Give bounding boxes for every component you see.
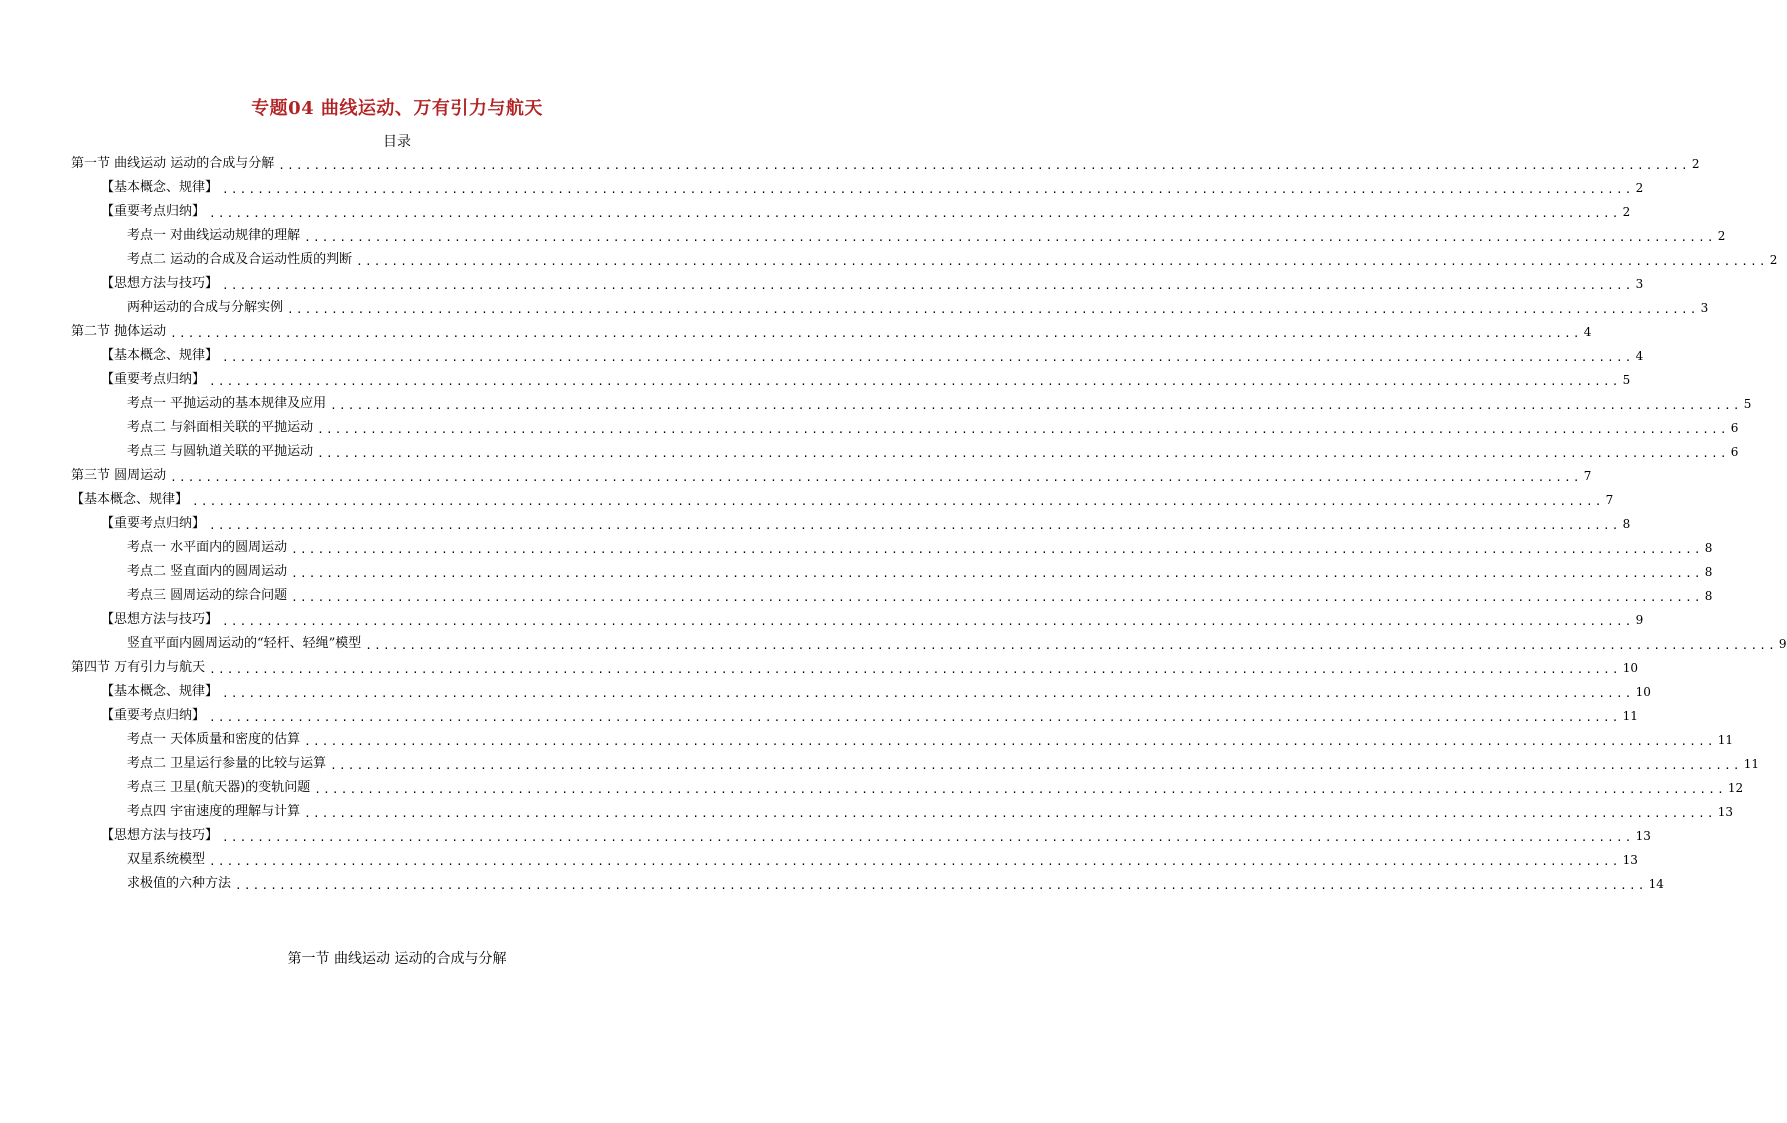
toc-entry-label: 竖直平面内圆周运动的“轻杆、轻绳”模型 bbox=[127, 636, 362, 651]
toc-entry-label: 考点三 卫星(航天器)的变轨问题 bbox=[127, 780, 311, 795]
toc-entry-label: 【基本概念、规律】 bbox=[71, 492, 189, 507]
toc-entry[interactable] bbox=[101, 680, 1651, 704]
toc-dot-leader: ................................................................................................................................................................ bbox=[365, 639, 1777, 652]
toc-entry-page: 11 bbox=[1743, 757, 1760, 771]
toc-entry[interactable] bbox=[127, 632, 1787, 656]
toc-entry[interactable] bbox=[101, 200, 1631, 224]
toc-heading: 目录 bbox=[383, 134, 411, 150]
toc-dot-leader: ................................................................................................................................................................ bbox=[209, 519, 1621, 532]
toc-entry-page: 9 bbox=[1635, 613, 1644, 627]
toc-dot-leader: ................................................................................................................................................................ bbox=[291, 567, 1703, 580]
toc-entry[interactable] bbox=[127, 536, 1713, 560]
toc-entry-label: 第三节 圆周运动 bbox=[71, 468, 167, 483]
toc-dot-leader: ................................................................................................................................................................ bbox=[209, 711, 1621, 724]
toc-dot-leader: ................................................................................................................................................................ bbox=[330, 759, 1742, 772]
document-title: 专题04 曲线运动、万有引力与航天 bbox=[251, 98, 543, 119]
toc-entry-label: 【基本概念、规律】 bbox=[101, 684, 219, 699]
toc-entry-label: 求极值的六种方法 bbox=[127, 876, 232, 891]
toc-entry[interactable] bbox=[127, 416, 1739, 440]
toc-dot-leader: ................................................................................................................................................................ bbox=[209, 663, 1621, 676]
toc-dot-leader: ................................................................................................................................................................ bbox=[304, 735, 1716, 748]
toc-entry[interactable] bbox=[127, 440, 1739, 464]
toc-dot-leader: ................................................................................................................................................................ bbox=[209, 207, 1621, 220]
toc-entry-page: 8 bbox=[1704, 589, 1713, 603]
toc-entry-page: 2 bbox=[1691, 157, 1700, 171]
toc-dot-leader: ................................................................................................................................................................ bbox=[222, 615, 1634, 628]
toc-entry-label: 考点四 宇宙速度的理解与计算 bbox=[127, 804, 301, 819]
toc-entry-label: 【重要考点归纳】 bbox=[101, 204, 206, 219]
toc-entry-label: 【思想方法与技巧】 bbox=[101, 276, 219, 291]
toc-dot-leader: ................................................................................................................................................................ bbox=[192, 495, 1604, 508]
toc-entry-label: 考点一 天体质量和密度的估算 bbox=[127, 732, 301, 747]
toc-entry[interactable] bbox=[71, 488, 1614, 512]
toc-entry-page: 8 bbox=[1704, 541, 1713, 555]
toc-entry[interactable] bbox=[127, 560, 1713, 584]
toc-dot-leader: ................................................................................................................................................................ bbox=[291, 591, 1703, 604]
toc-entry[interactable] bbox=[101, 824, 1651, 848]
toc-entry-page: 2 bbox=[1622, 205, 1631, 219]
toc-entry[interactable] bbox=[127, 728, 1734, 752]
toc-entry-label: 两种运动的合成与分解实例 bbox=[127, 300, 284, 315]
toc-dot-leader: ................................................................................................................................................................ bbox=[317, 447, 1729, 460]
toc-dot-leader: ................................................................................................................................................................ bbox=[314, 783, 1726, 796]
toc-entry-label: 考点二 与斜面相关联的平抛运动 bbox=[127, 420, 314, 435]
toc-entry[interactable] bbox=[71, 152, 1700, 176]
toc-entry-page: 10 bbox=[1622, 661, 1639, 675]
toc-entry-page: 2 bbox=[1717, 229, 1726, 243]
toc-entry-label: 考点二 竖直面内的圆周运动 bbox=[127, 564, 288, 579]
toc-entry-page: 8 bbox=[1622, 517, 1631, 531]
toc-entry[interactable] bbox=[127, 392, 1752, 416]
toc-entry-page: 11 bbox=[1717, 733, 1734, 747]
toc-entry[interactable] bbox=[101, 704, 1638, 728]
toc-entry[interactable] bbox=[127, 848, 1638, 872]
toc-entry-page: 4 bbox=[1583, 325, 1592, 339]
toc-entry[interactable] bbox=[127, 872, 1664, 896]
toc-entry-page: 13 bbox=[1717, 805, 1734, 819]
toc-dot-leader: ................................................................................................................................................................ bbox=[356, 255, 1768, 268]
toc-dot-leader: ................................................................................................................................................................ bbox=[222, 831, 1634, 844]
toc-dot-leader: ................................................................................................................................................................ bbox=[209, 855, 1621, 868]
toc-entry-label: 考点三 圆周运动的综合问题 bbox=[127, 588, 288, 603]
toc-entry[interactable] bbox=[101, 176, 1644, 200]
toc-entry[interactable] bbox=[127, 296, 1709, 320]
toc-entry-label: 双星系统模型 bbox=[127, 852, 206, 867]
toc-entry[interactable] bbox=[71, 656, 1639, 680]
toc-entry[interactable] bbox=[71, 464, 1592, 488]
toc-entry[interactable] bbox=[101, 368, 1631, 392]
toc-dot-leader: ................................................................................................................................................................ bbox=[317, 423, 1729, 436]
toc-entry-page: 5 bbox=[1622, 373, 1631, 387]
toc-entry-page: 3 bbox=[1635, 277, 1644, 291]
toc-entry-page: 7 bbox=[1583, 469, 1592, 483]
section-heading: 第一节 曲线运动 运动的合成与分解 bbox=[287, 951, 507, 967]
toc-entry[interactable] bbox=[127, 248, 1778, 272]
toc-entry-page: 6 bbox=[1730, 445, 1739, 459]
toc-dot-leader: ................................................................................................................................................................ bbox=[330, 399, 1742, 412]
toc-entry-label: 【思想方法与技巧】 bbox=[101, 828, 219, 843]
toc-entry-page: 10 bbox=[1635, 685, 1651, 699]
toc-dot-leader: ................................................................................................................................................................ bbox=[222, 351, 1634, 364]
toc-dot-leader: ................................................................................................................................................................ bbox=[291, 543, 1703, 556]
toc-dot-leader: ................................................................................................................................................................ bbox=[235, 879, 1647, 892]
toc-entry-page: 2 bbox=[1769, 253, 1778, 267]
toc-entry-label: 第二节 抛体运动 bbox=[71, 324, 167, 339]
toc-entry-page: 8 bbox=[1704, 565, 1713, 579]
toc-entry-label: 考点一 对曲线运动规律的理解 bbox=[127, 228, 301, 243]
toc-entry[interactable] bbox=[127, 224, 1726, 248]
toc-entry-label: 考点一 平抛运动的基本规律及应用 bbox=[127, 396, 327, 411]
toc-dot-leader: ................................................................................................................................................................ bbox=[170, 471, 1582, 484]
toc-entry-page: 9 bbox=[1778, 637, 1787, 651]
toc-entry-label: 【思想方法与技巧】 bbox=[101, 612, 219, 627]
toc-entry-label: 考点二 运动的合成及合运动性质的判断 bbox=[127, 252, 353, 267]
toc-entry-label: 考点二 卫星运行参量的比较与运算 bbox=[127, 756, 327, 771]
toc-dot-leader: ................................................................................................................................................................ bbox=[209, 375, 1621, 388]
toc-entry-label: 第一节 曲线运动 运动的合成与分解 bbox=[71, 156, 275, 171]
toc-entry-label: 【重要考点归纳】 bbox=[101, 516, 206, 531]
toc-entry-page: 13 bbox=[1622, 853, 1638, 867]
toc-entry-label: 【基本概念、规律】 bbox=[101, 180, 219, 195]
toc-dot-leader: ................................................................................................................................................................ bbox=[278, 159, 1690, 172]
toc-dot-leader: ................................................................................................................................................................ bbox=[304, 231, 1716, 244]
toc-entry-label: 考点一 水平面内的圆周运动 bbox=[127, 540, 288, 555]
toc-entry-label: 【基本概念、规律】 bbox=[101, 348, 219, 363]
toc-entry[interactable] bbox=[71, 320, 1592, 344]
toc-entry-page: 13 bbox=[1635, 829, 1651, 843]
toc-dot-leader: ................................................................................................................................................................ bbox=[304, 807, 1716, 820]
toc-entry[interactable] bbox=[101, 512, 1631, 536]
toc-entry-page: 12 bbox=[1727, 781, 1744, 795]
toc-entry[interactable] bbox=[127, 776, 1744, 800]
toc-dot-leader: ................................................................................................................................................................ bbox=[287, 303, 1699, 316]
toc-entry[interactable] bbox=[101, 344, 1644, 368]
toc-entry-page: 7 bbox=[1605, 493, 1614, 507]
toc-entry-page: 3 bbox=[1700, 301, 1709, 315]
toc-dot-leader: ................................................................................................................................................................ bbox=[222, 183, 1634, 196]
toc-entry[interactable] bbox=[101, 608, 1644, 632]
toc-entry-label: 【重要考点归纳】 bbox=[101, 708, 206, 723]
toc-entry-page: 11 bbox=[1622, 709, 1638, 723]
toc-entry-page: 6 bbox=[1730, 421, 1739, 435]
toc-entry-page: 4 bbox=[1635, 349, 1644, 363]
toc-entry[interactable] bbox=[127, 800, 1734, 824]
toc-entry-label: 第四节 万有引力与航天 bbox=[71, 660, 206, 675]
toc-entry-page: 14 bbox=[1648, 877, 1664, 891]
toc-entry[interactable] bbox=[101, 272, 1644, 296]
toc-entry[interactable] bbox=[127, 752, 1760, 776]
toc-entry-label: 考点三 与圆轨道关联的平抛运动 bbox=[127, 444, 314, 459]
toc-dot-leader: ................................................................................................................................................................ bbox=[222, 279, 1634, 292]
toc-entry-page: 2 bbox=[1635, 181, 1644, 195]
toc-entry-label: 【重要考点归纳】 bbox=[101, 372, 206, 387]
toc-dot-leader: ................................................................................................................................................................ bbox=[222, 687, 1634, 700]
toc-entry-page: 5 bbox=[1743, 397, 1752, 411]
toc-dot-leader: ................................................................................................................................................................ bbox=[170, 327, 1582, 340]
toc-entry[interactable] bbox=[127, 584, 1713, 608]
